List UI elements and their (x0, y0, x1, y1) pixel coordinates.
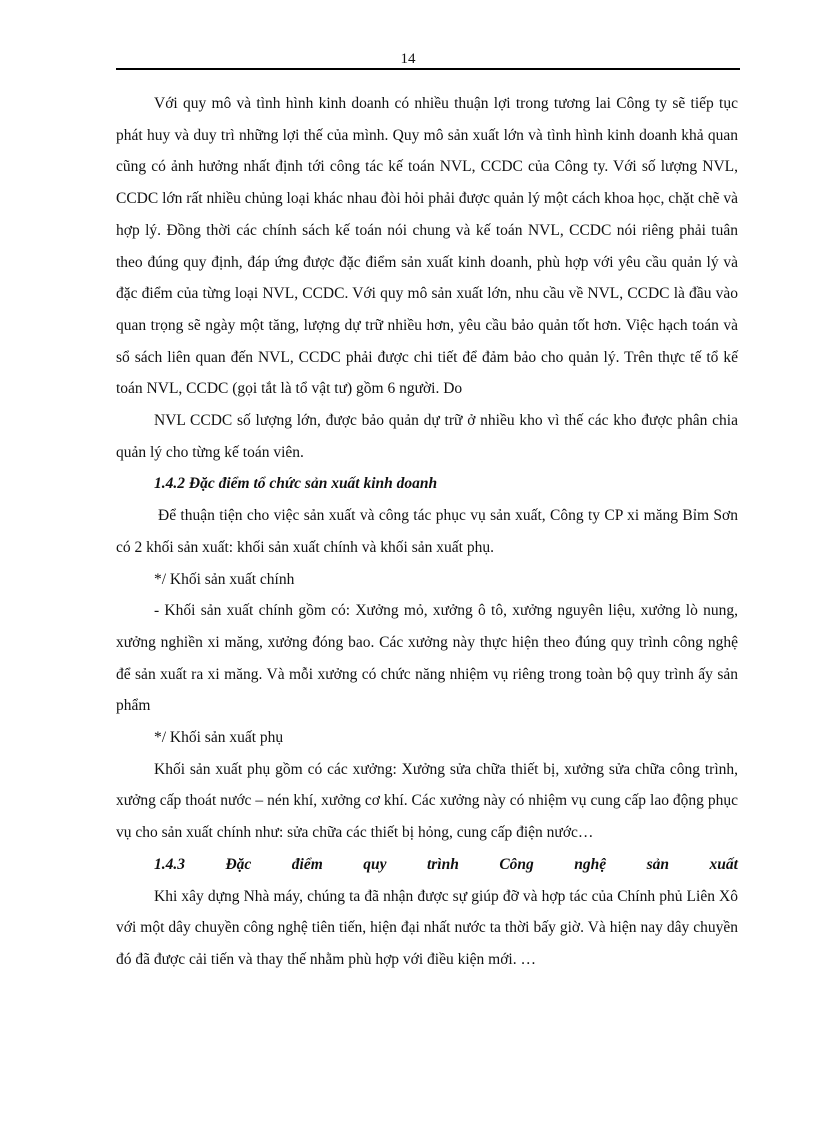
heading-1-4-3-word: 1.4.3 (154, 855, 185, 873)
heading-1-4-3-word: Đặc (225, 855, 252, 873)
paragraph-storage: NVL CCDC số lượng lớn, được bảo quản dự trữ ở nhiều kho vì thế các kho được phân chia quản lý cho từng kế toán viên. (116, 412, 738, 461)
heading-1-4-3-word: điểm (291, 855, 323, 873)
paragraph-technology: Khi xây dựng Nhà máy, chúng ta đã nhận được sự giúp đỡ và hợp tác của Chính phủ Liên Xô với một dây chuyền công nghệ tiên tiến, hiện đại nhất nước ta thời bấy giờ. Và hiện nay dây chuyền đó đã được cải tiến và thay thế nhằm phù hợp với điều kiện mới. … (116, 887, 738, 968)
heading-1-4-3-word: quy (363, 855, 387, 873)
heading-1-4-3-word: nghệ (574, 855, 607, 873)
heading-1-4-3-word: Công (499, 855, 534, 873)
heading-1-4-3-word: xuất (709, 855, 738, 873)
heading-1-4-3-word: trình (426, 855, 459, 873)
paragraph-aux-block-title: */ Khối sản xuất phụ (154, 729, 284, 747)
document-body (116, 88, 738, 976)
heading-1-4-2: 1.4.2 Đặc điểm tổ chức sản xuất kinh doanh (154, 475, 438, 493)
paragraph-scale-and-business: Với quy mô và tình hình kinh doanh có nhiều thuận lợi trong tương lai Công ty sẽ tiếp tục phát huy và duy trì những lợi thế của mình. Quy mô sản xuất lớn và tình hình kinh doanh khả quan cũng có ảnh hưởng nhất định tới công tác kế toán NVL, CCDC của Công ty. Với số lượng NVL, CCDC lớn rất nhiều chủng loại khác nhau đòi hỏi phải được quản lý một cách khoa học, chặt chẽ và hợp lý. Đồng thời các chính sách kế toán nói chung và kế toán NVL, CCDC nói riêng phải tuân theo đúng quy định, đáp ứng được đặc điểm sản xuất kinh doanh, phù hợp với yêu cầu quản lý và đặc điểm của từng loại NVL, CCDC. Với quy mô sản xuất lớn, nhu cầu về NVL, CCDC là đầu vào quan trọng sẽ ngày một tăng, lượng dự trữ nhiều hơn, yêu cầu bảo quản tốt hơn. Việc hạch toán và sổ sách liên quan đến NVL, CCDC phải được chi tiết để đảm bảo cho quản lý. Trên thực tế tổ kế toán NVL, CCDC (gọi tắt là tổ vật tư) gồm 6 người. Do (116, 95, 738, 398)
heading-1-4-3 (116, 849, 738, 881)
paragraph-main-block-details: - Khối sản xuất chính gồm có: Xưởng mỏ, xưởng ô tô, xưởng nguyên liệu, xưởng lò nung, xưởng nghiền xi măng, xưởng đóng bao. Các xưởng này thực hiện theo đúng quy trình công nghệ để sản xuất ra xi măng. Và mỗi xưởng có chức năng nhiệm vụ riêng trong toàn bộ quy trình ấy sản phẩm (116, 602, 738, 715)
paragraph-main-block-title: */ Khối sản xuất chính (154, 570, 295, 588)
heading-1-4-3-word: sản (646, 855, 669, 873)
paragraph-aux-block-details: Khối sản xuất phụ gồm có các xưởng: Xưởng sửa chữa thiết bị, xưởng sửa chữa công trình, xưởng cấp thoát nước – nén khí, xưởng cơ khí. Các xưởng này có nhiệm vụ cung cấp lao động phục vụ cho sản xuất chính như: sửa chữa các thiết bị hỏng, cung cấp điện nước… (116, 760, 738, 842)
header-rule (116, 68, 740, 70)
page-number: 14 (400, 51, 416, 67)
paragraph-production-blocks: Để thuận tiện cho việc sản xuất và công tác phục vụ sản xuất, Công ty CP xi măng Bỉm Sơn có 2 khối sản xuất: khối sản xuất chính và khối sản xuất phụ. (116, 507, 738, 556)
